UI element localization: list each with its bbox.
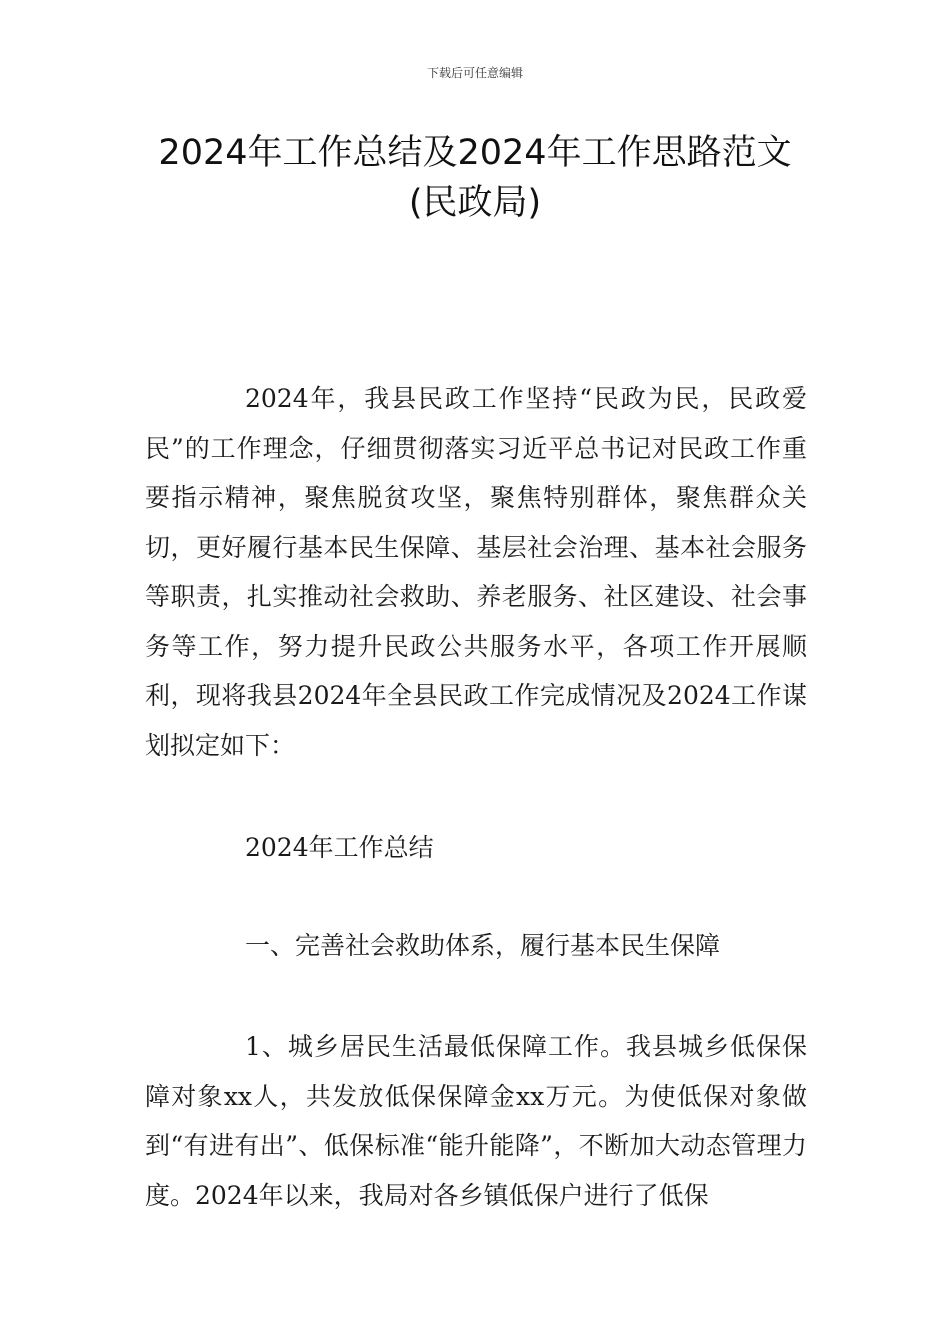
document-title xyxy=(0,128,950,228)
section-heading-block xyxy=(145,823,807,873)
header-note: 下载后可任意编辑 xyxy=(426,66,523,80)
section-heading: 2024年工作总结 xyxy=(245,833,434,862)
title-line-1: 2024年工作总结及2024年工作思路范文 xyxy=(158,133,792,173)
intro-paragraph-block xyxy=(145,374,807,770)
sub-heading: 一、完善社会救助体系，履行基本民生保障 xyxy=(245,931,721,960)
sub-heading-block xyxy=(145,921,807,971)
item-1-block xyxy=(145,1022,807,1220)
intro-paragraph: 2024年，我县民政工作坚持“民政为民，民政爱民”的工作理念，仔细贯彻落实习近平总书记对民政工作重要指示精神，聚焦脱贫攻坚，聚焦特别群体，聚焦群众关切，更好履行基本民生保障、基层社会治理、基本社会服务等职责，扎实推动社会救助、养老服务、社区建设、社会事务等工作，努力提升民政公共服务水平，各项工作开展顺利，现将我县2024年全县民政工作完成情况及2024工作谋划拟定如下： xyxy=(145,384,807,760)
title-line-2: (民政局) xyxy=(408,183,542,223)
item-1-paragraph: 1、城乡居民生活最低保障工作。我县城乡低保保障对象xx人，共发放低保保障金xx万元。为使低保对象做到“有进有出”、低保标准“能升能降”，不断加大动态管理力度。2024年以来，我局对各乡镇低保户进行了低保 xyxy=(145,1032,807,1210)
